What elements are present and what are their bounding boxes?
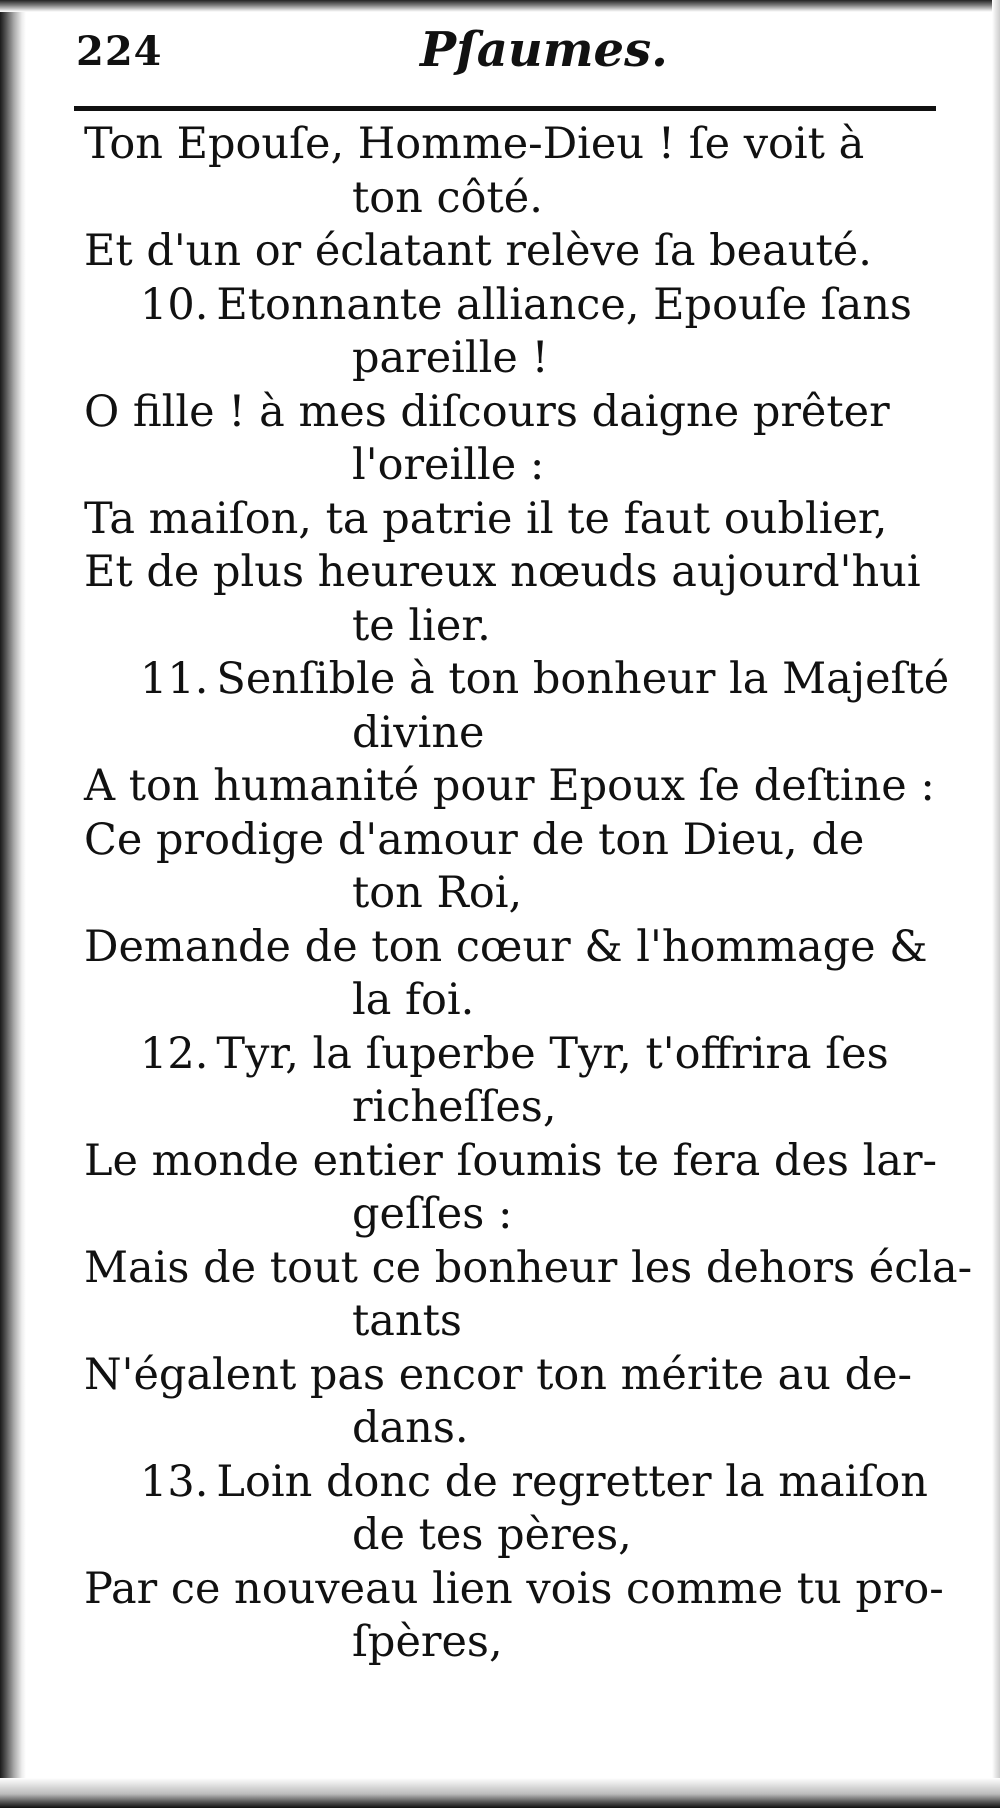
line-text: Le monde entier ſoumis te fera des lar- (84, 1135, 938, 1186)
continuation-line (84, 439, 964, 493)
continuation-line (84, 1616, 964, 1670)
line-text: Ton Epouſe, Homme-Dieu ! ſe voit à (84, 119, 865, 169)
page-edge-left (0, 0, 26, 1808)
line-text: A ton humanité pour Epoux ſe deſtine : (84, 761, 935, 811)
line-text: ton côté. (352, 172, 543, 223)
page-header (0, 22, 1000, 92)
text-line (84, 1349, 964, 1403)
page-edge-bottom (0, 1778, 1000, 1808)
continuation-line (84, 1295, 964, 1349)
page-number: 224 (76, 28, 163, 75)
verse-start-line (84, 653, 964, 707)
line-text: Ta maiſon, ta patrie il te faut oublier, (84, 493, 888, 544)
line-text: Ce prodige d'amour de ton Dieu, de (84, 814, 865, 865)
page-edge-top (0, 0, 1000, 12)
line-text: O fille ! à mes diſcours daigne prêter (84, 386, 890, 437)
text-line (84, 1135, 964, 1189)
text-line (84, 493, 964, 547)
line-text: de tes pères, (352, 1510, 632, 1560)
text-line (84, 921, 964, 975)
running-head: Pſaumes. (420, 22, 668, 78)
text-line (84, 225, 964, 279)
verse-number: 12. (140, 1028, 209, 1079)
text-line (84, 760, 964, 814)
line-text: Et de plus heureux nœuds aujourd'hui (84, 547, 921, 597)
line-text: Demande de ton cœur & l'hommage & (84, 921, 928, 972)
line-text: richeſſes, (352, 1082, 557, 1132)
continuation-line (84, 1188, 964, 1242)
verse-number: 10. (140, 279, 209, 330)
text-line (84, 1242, 973, 1296)
line-text: tants (352, 1296, 462, 1346)
line-text: Tyr, la ſuperbe Tyr, t'offrira ſes (216, 1028, 889, 1079)
line-text: te lier. (352, 600, 491, 651)
text-line (84, 1563, 964, 1617)
text-line (84, 118, 964, 172)
line-text: Et d'un or éclatant relève ſa beauté. (84, 226, 872, 276)
line-text: divine (352, 707, 485, 758)
line-text: l'oreille : (352, 440, 545, 490)
line-text: ſpères, (352, 1617, 503, 1667)
line-text: ton Roi, (352, 868, 523, 918)
page-edge-right (992, 0, 1000, 1808)
verse-start-line (84, 1028, 964, 1082)
psalm-text (84, 118, 973, 1670)
verse-number: 11. (140, 654, 209, 704)
continuation-line (84, 600, 964, 654)
header-rule (74, 106, 936, 111)
line-text: la foi. (352, 975, 475, 1025)
text-line (84, 814, 964, 868)
continuation-line (84, 1081, 964, 1135)
continuation-line (84, 332, 964, 386)
continuation-line (84, 707, 964, 761)
text-line (84, 386, 964, 440)
continuation-line (84, 867, 964, 921)
line-text: Etonnante alliance, Epouſe ſans (216, 279, 912, 330)
line-text: Senſible à ton bonheur la Majeſté (216, 654, 950, 704)
line-text: dans. (352, 1403, 469, 1453)
line-text: N'égalent pas encor ton mérite au de- (84, 1349, 913, 1400)
text-line (84, 546, 964, 600)
line-text: Par ce nouveau lien vois comme tu pro- (84, 1563, 944, 1614)
line-text: Mais de tout ce bonheur les dehors écla- (84, 1242, 973, 1293)
continuation-line (84, 172, 964, 226)
line-text: pareille ! (352, 333, 549, 383)
verse-start-line (84, 279, 964, 333)
continuation-line (84, 974, 964, 1028)
continuation-line (84, 1509, 964, 1563)
continuation-line (84, 1402, 964, 1456)
line-text: geſſes : (352, 1189, 513, 1239)
verse-start-line (84, 1456, 964, 1510)
verse-number: 13. (140, 1456, 209, 1507)
line-text: Loin donc de regretter la maiſon (216, 1456, 928, 1507)
